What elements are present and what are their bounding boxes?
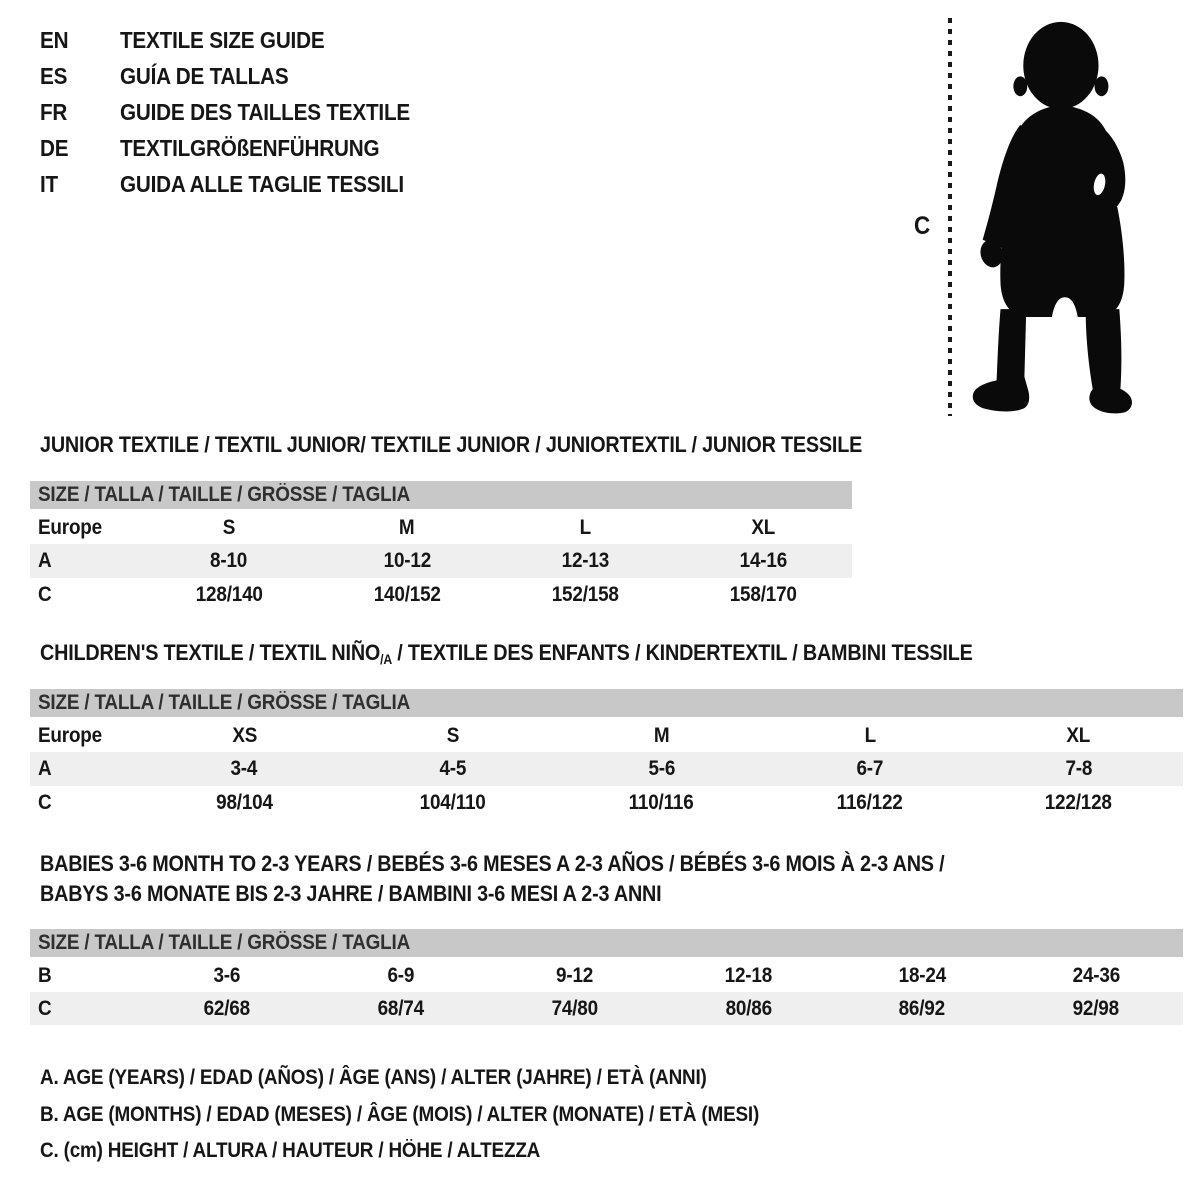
height-cell: 122/128 bbox=[1045, 790, 1113, 814]
row-label: C bbox=[38, 996, 52, 1020]
age-cell: 7-8 bbox=[1065, 757, 1093, 780]
size-cell: M bbox=[399, 515, 415, 539]
height-cell: 92/98 bbox=[1072, 996, 1120, 1020]
table-row-height bbox=[30, 992, 1183, 1025]
size-cell: XL bbox=[1066, 723, 1091, 747]
table-row-europe bbox=[30, 719, 1183, 752]
row-label: A bbox=[38, 549, 52, 572]
guide-title-es: GUÍA DE TALLAS bbox=[120, 62, 289, 89]
age-cell: 10-12 bbox=[383, 549, 431, 572]
section-title-children bbox=[40, 641, 1076, 672]
height-cell: 68/74 bbox=[377, 996, 424, 1020]
section-title-text bbox=[40, 641, 973, 672]
age-cell: 8-10 bbox=[210, 549, 248, 572]
language-row-en bbox=[40, 28, 442, 52]
height-cell: 80/86 bbox=[725, 996, 772, 1020]
size-cell: XL bbox=[751, 515, 775, 539]
row-label: Europe bbox=[38, 723, 102, 747]
height-measure-label: C bbox=[914, 212, 931, 240]
months-cell: 6-9 bbox=[387, 963, 415, 987]
size-cell: M bbox=[653, 723, 670, 747]
legend-text: C. (cm) HEIGHT / ALTURA / HAUTEUR / HÖHE / ALTEZZA bbox=[40, 1139, 541, 1162]
section-title-babies-line1 bbox=[40, 852, 1045, 876]
size-cell: L bbox=[864, 723, 876, 747]
language-row-de bbox=[40, 136, 442, 160]
height-cell: 116/122 bbox=[837, 790, 904, 814]
language-row-fr bbox=[40, 100, 442, 124]
row-label: A bbox=[38, 757, 52, 780]
table-row-height bbox=[30, 786, 1183, 819]
legend-age-months bbox=[40, 1103, 839, 1127]
language-code: FR bbox=[40, 98, 68, 125]
babies-size-table bbox=[30, 929, 1183, 1025]
age-cell: 6-7 bbox=[856, 757, 884, 780]
language-code: IT bbox=[40, 170, 58, 197]
height-measure-dashed-line bbox=[948, 18, 952, 416]
table-row-europe bbox=[30, 511, 852, 544]
section-title-text: BABIES 3-6 MONTH TO 2-3 YEARS / BEBÉS 3-6 MESES A 2-3 AÑOS / BÉBÉS 3-6 MOIS À 2-3 ANS / bbox=[40, 851, 945, 876]
size-header-bar bbox=[30, 481, 852, 509]
section-title-text: BABYS 3-6 MONATE BIS 2-3 JAHRE / BAMBINI 3-6 MESI A 2-3 ANNI bbox=[40, 881, 662, 906]
age-cell: 5-6 bbox=[648, 757, 675, 780]
legend-text: A. AGE (YEARS) / EDAD (AÑOS) / ÂGE (ANS) / ALTER (JAHRE) / ETÀ (ANNI) bbox=[40, 1066, 707, 1089]
size-cell: L bbox=[579, 515, 591, 539]
months-cell: 12-18 bbox=[724, 963, 773, 987]
table-row-height bbox=[30, 578, 852, 612]
language-title-list bbox=[40, 28, 442, 208]
size-header-bar bbox=[30, 929, 1183, 957]
children-size-table bbox=[30, 689, 1183, 819]
age-cell: 3-4 bbox=[230, 757, 258, 780]
size-cell: S bbox=[222, 515, 236, 539]
junior-size-table bbox=[30, 481, 852, 612]
title-sub: /A bbox=[380, 651, 392, 667]
guide-title-fr: GUIDE DES TAILLES TEXTILE bbox=[120, 98, 411, 125]
title-post: / TEXTILE DES ENFANTS / KINDERTEXTIL / BAMBINI TESSILE bbox=[391, 640, 973, 665]
row-label: C bbox=[38, 583, 52, 606]
height-cell: 140/152 bbox=[373, 583, 441, 606]
size-header-text: SIZE / TALLA / TAILLE / GRÖSSE / TAGLIA bbox=[38, 931, 411, 954]
age-cell: 4-5 bbox=[439, 757, 467, 780]
language-code: DE bbox=[40, 134, 69, 161]
row-label: B bbox=[38, 963, 52, 987]
size-cell: XS bbox=[231, 723, 257, 747]
age-cell: 12-13 bbox=[561, 549, 609, 572]
section-title-babies-line2 bbox=[40, 882, 731, 906]
height-cell: 86/92 bbox=[899, 996, 946, 1020]
title-pre: CHILDREN'S TEXTILE / TEXTIL NIÑO bbox=[40, 640, 381, 665]
height-cell: 98/104 bbox=[215, 790, 273, 814]
height-cell: 62/68 bbox=[203, 996, 251, 1020]
height-cell: 74/80 bbox=[551, 996, 598, 1020]
height-cell: 128/140 bbox=[195, 583, 263, 606]
age-cell: 14-16 bbox=[739, 549, 787, 572]
section-title-junior bbox=[40, 433, 953, 457]
row-label: Europe bbox=[38, 515, 102, 539]
height-cell: 104/110 bbox=[419, 790, 486, 814]
language-row-es bbox=[40, 64, 442, 88]
row-label: C bbox=[38, 790, 52, 814]
language-code: ES bbox=[40, 62, 68, 89]
toddler-silhouette-icon bbox=[965, 14, 1137, 420]
months-cell: 9-12 bbox=[556, 963, 594, 987]
size-header-text: SIZE / TALLA / TAILLE / GRÖSSE / TAGLIA bbox=[38, 483, 411, 506]
guide-title-en: TEXTILE SIZE GUIDE bbox=[120, 26, 325, 53]
size-cell: S bbox=[446, 723, 460, 747]
months-cell: 3-6 bbox=[213, 963, 241, 987]
table-row-months bbox=[30, 959, 1183, 992]
height-cell: 158/170 bbox=[729, 583, 797, 606]
language-row-it bbox=[40, 172, 442, 196]
table-row-age bbox=[30, 544, 852, 578]
legend-text: B. AGE (MONTHS) / EDAD (MESES) / ÂGE (MOIS) / ALTER (MONATE) / ETÀ (MESI) bbox=[40, 1103, 760, 1126]
language-code: EN bbox=[40, 26, 69, 53]
months-cell: 24-36 bbox=[1072, 963, 1120, 987]
guide-title-it: GUIDA ALLE TAGLIE TESSILI bbox=[120, 170, 404, 197]
section-title-text: JUNIOR TEXTILE / TEXTIL JUNIOR/ TEXTILE JUNIOR / JUNIORTEXTIL / JUNIOR TESSILE bbox=[40, 432, 863, 457]
legend-height-cm bbox=[40, 1139, 596, 1163]
legend-age-years bbox=[40, 1066, 781, 1090]
guide-title-de: TEXTILGRÖßENFÜHRUNG bbox=[120, 134, 380, 161]
height-cell: 110/116 bbox=[629, 790, 694, 814]
table-row-age bbox=[30, 752, 1183, 786]
size-header-text: SIZE / TALLA / TAILLE / GRÖSSE / TAGLIA bbox=[38, 691, 411, 714]
height-cell: 152/158 bbox=[551, 583, 619, 606]
size-header-bar bbox=[30, 689, 1183, 717]
months-cell: 18-24 bbox=[898, 963, 946, 987]
